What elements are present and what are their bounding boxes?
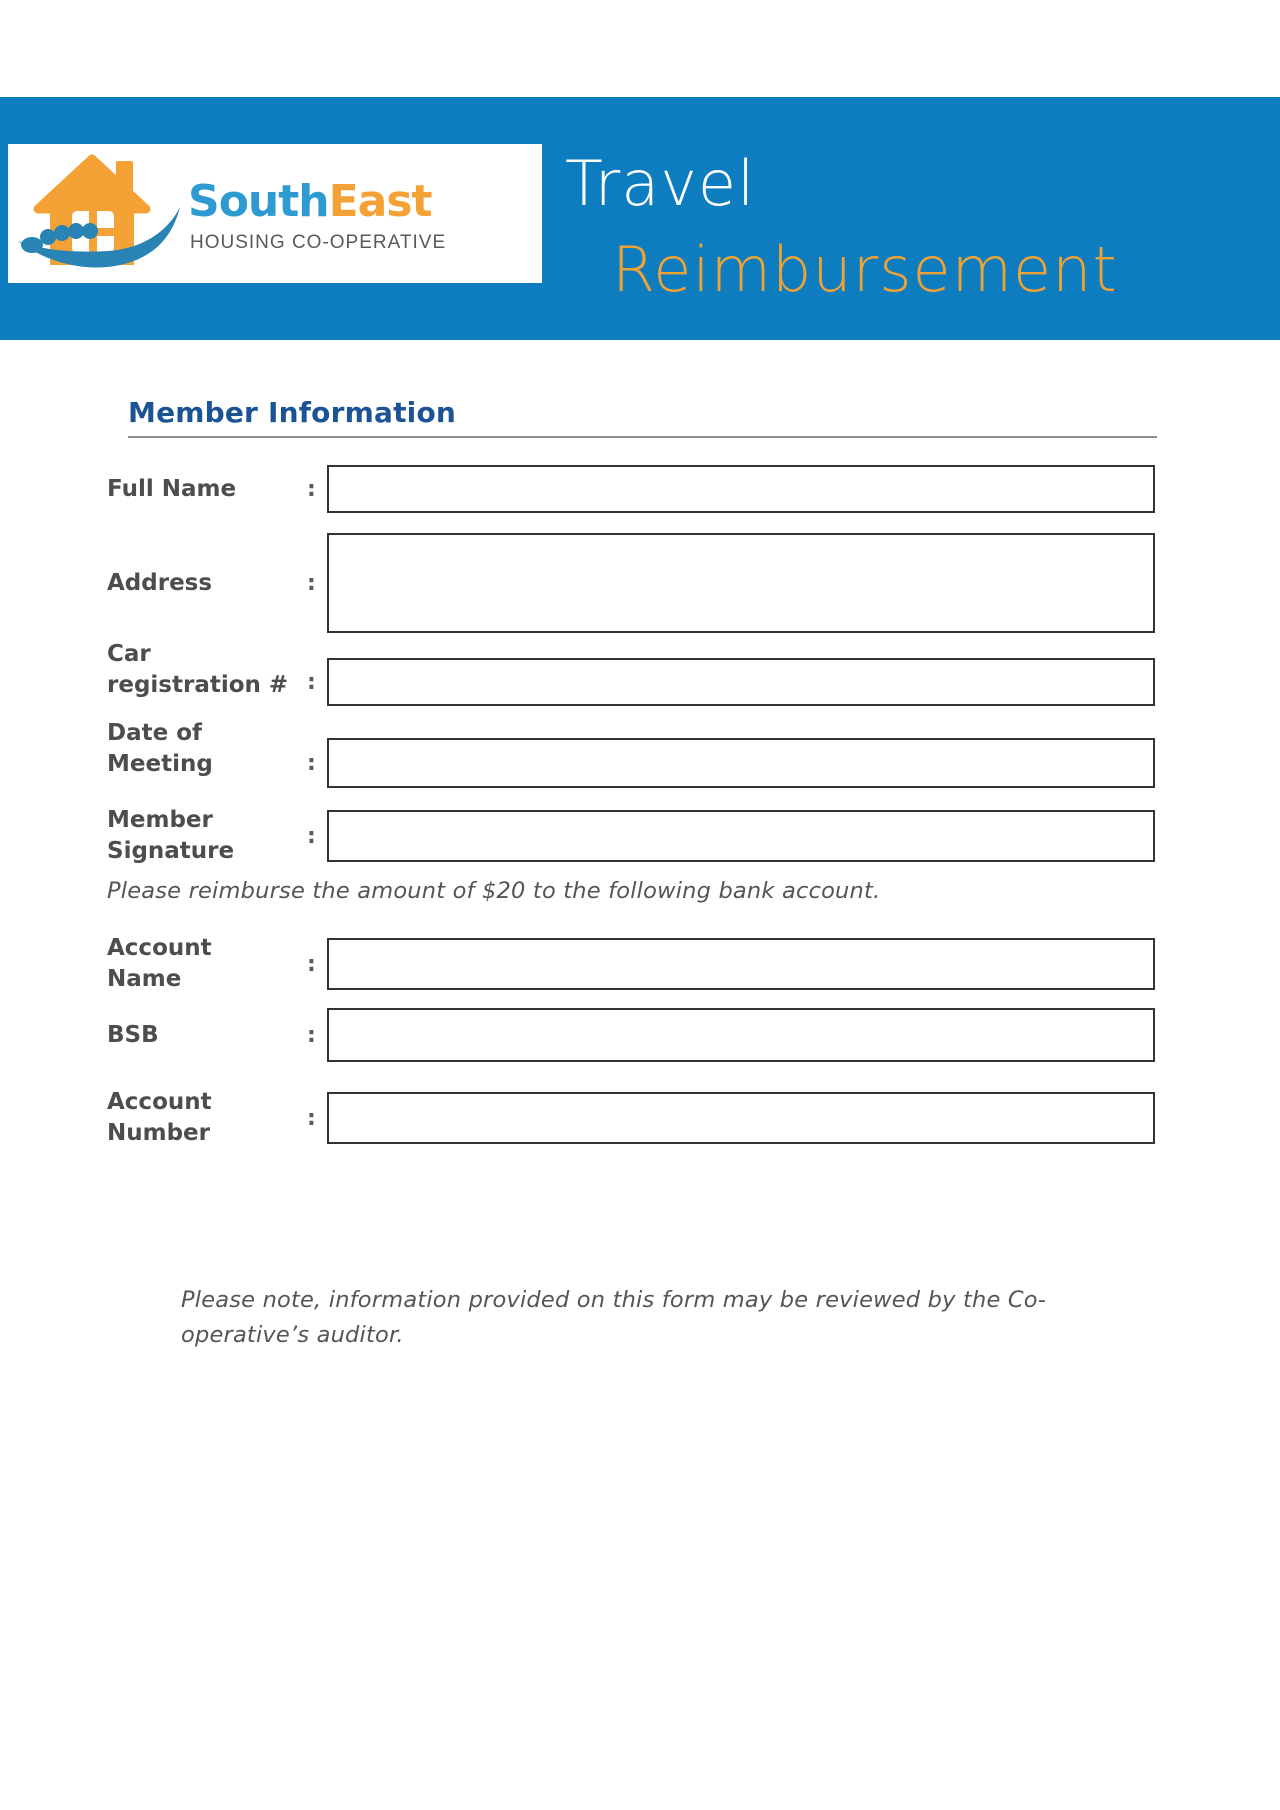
car-registration-label: Car registration # [107,641,289,698]
address-box [327,533,1155,633]
full-name-label: Full Name [107,475,237,502]
field-row-full-name [107,465,1155,513]
member-signature-label: Member Signature [107,807,235,864]
member-signature-input[interactable] [327,810,1155,862]
account-number-label: Account Number [107,1089,212,1146]
address-label: Address [107,569,213,596]
car-registration-box [327,658,1155,706]
label-separator: : [307,951,316,977]
brand-tagline: HOUSING CO-OPERATIVE [190,232,447,253]
bsb-label: BSB [107,1021,159,1048]
house-hand-icon [16,149,184,279]
label-separator: : [307,476,316,502]
brand-east: East [328,176,432,227]
brand-name [188,176,432,227]
field-row-account-name [107,935,1155,992]
section-heading: Member Information [128,396,1157,438]
date-of-meeting-label: Date of Meeting [107,720,213,777]
member-signature-box [327,810,1155,862]
label-separator: : [307,1022,316,1048]
form-title-line1: Travel [565,147,756,220]
account-name-input[interactable] [327,938,1155,990]
label-separator: : [307,669,316,695]
field-row-account-number [107,1089,1155,1146]
account-name-label: Account Name [107,935,212,992]
auditor-note: Please note, information provided on this form may be reviewed by the Co-operative’s auditor. [181,1287,1047,1348]
form-title-line2: Reimbursement [612,233,1118,306]
label-separator: : [307,570,316,596]
field-row-date-of-meeting [107,720,1155,788]
full-name-box [327,465,1155,513]
account-name-box [327,938,1155,990]
header-band [0,97,1280,340]
reimburse-note: Please reimburse the amount of $20 to the following bank account. [107,878,881,904]
brand-south: South [188,176,329,227]
car-registration-input[interactable] [327,658,1155,706]
bsb-box [327,1008,1155,1062]
label-separator: : [307,750,316,776]
label-separator: : [307,1105,316,1131]
field-row-car-registration [107,641,1155,706]
label-separator: : [307,823,316,849]
full-name-input[interactable] [327,465,1155,513]
field-row-bsb [107,1008,1155,1062]
account-number-input[interactable] [327,1092,1155,1144]
date-of-meeting-input[interactable] [327,738,1155,788]
field-row-address [107,533,1155,633]
field-row-member-signature [107,807,1155,864]
logo [8,144,542,283]
address-input[interactable] [327,533,1155,633]
account-number-box [327,1092,1155,1144]
bsb-input[interactable] [327,1008,1155,1062]
date-of-meeting-box [327,738,1155,788]
